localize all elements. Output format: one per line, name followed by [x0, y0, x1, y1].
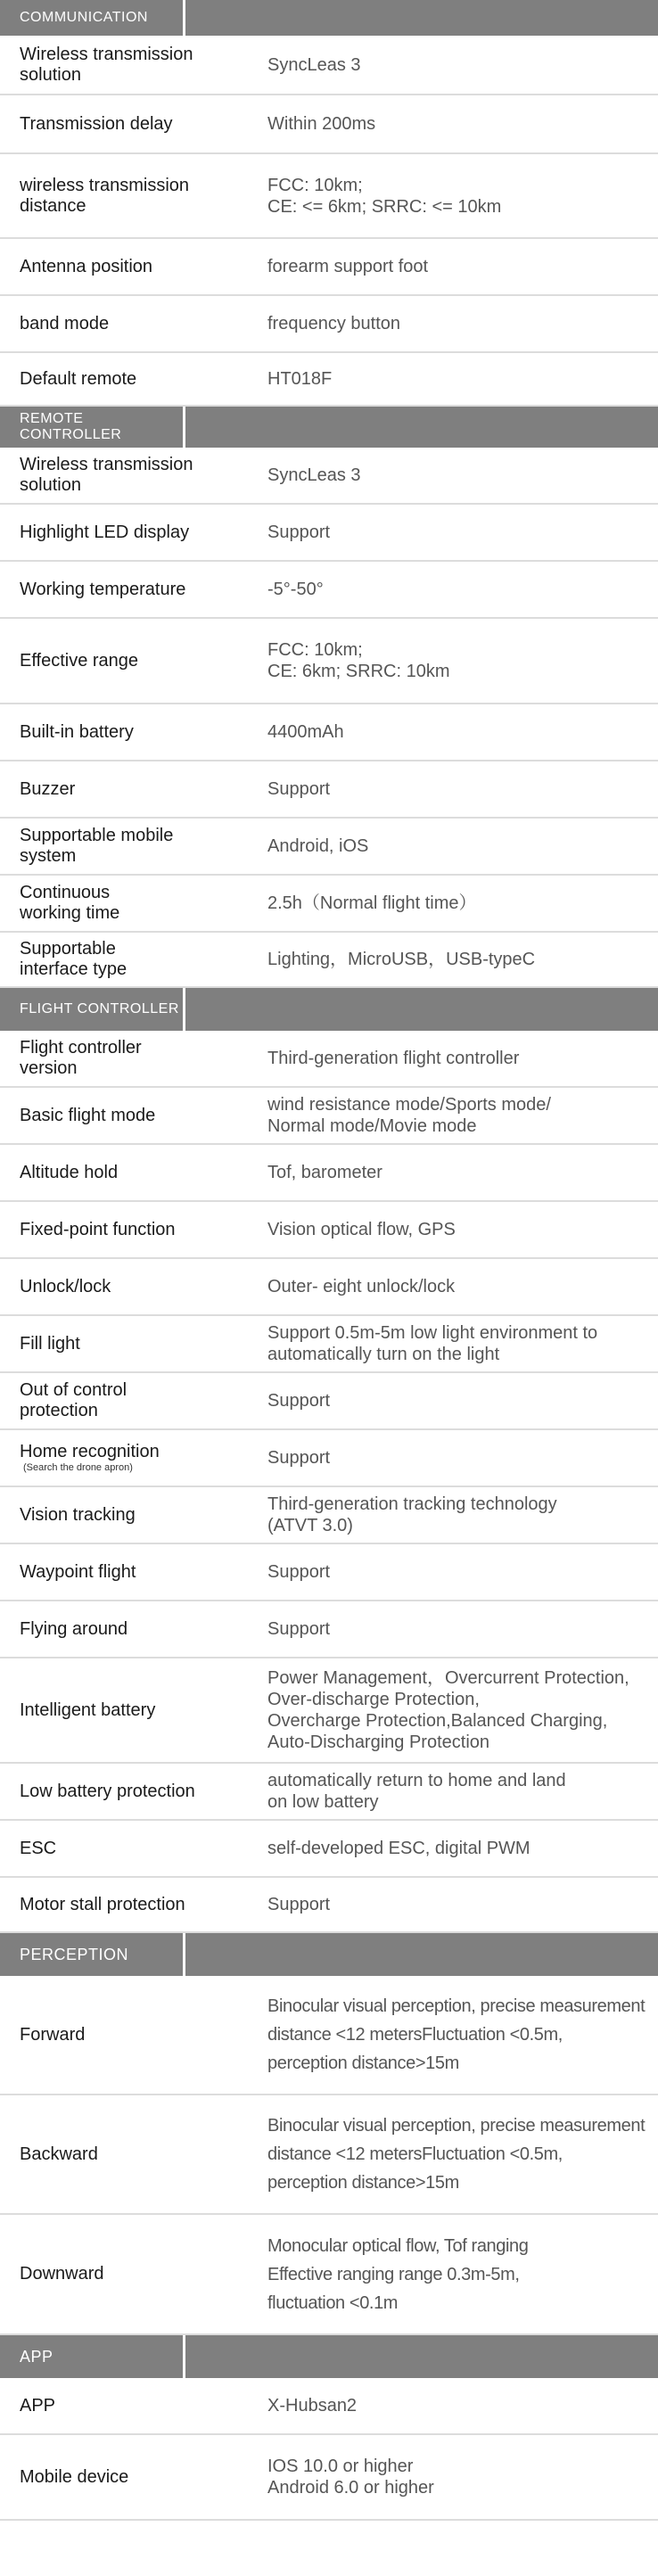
- section-remote-controller: [0, 407, 658, 988]
- spec-row: [0, 353, 658, 407]
- spec-row: [0, 1088, 658, 1145]
- spec-label-note: (Search the drone apron): [23, 1462, 133, 1473]
- spec-row: [0, 619, 658, 704]
- spec-row: [0, 1430, 658, 1487]
- spec-value: Monocular optical flow, Tof ranging Effective ranging range 0.3m-5m, fluctuation <0.1m: [267, 2235, 529, 2313]
- spec-value: SyncLeas 3: [267, 54, 361, 75]
- spec-value: Support: [267, 1562, 331, 1582]
- spec-label: Low battery protection: [20, 1781, 195, 1801]
- spec-label: Built-in battery: [20, 721, 134, 742]
- spec-value: 4400mAh: [267, 722, 344, 742]
- spec-row: [0, 1316, 658, 1373]
- spec-row: [0, 933, 658, 988]
- spec-label: Motor stall protection: [20, 1894, 185, 1914]
- spec-row: [0, 1658, 658, 1764]
- spec-row: [0, 1145, 658, 1202]
- spec-value: FCC: 10km; CE: 6km; SRRC: 10km: [267, 640, 450, 681]
- section-title: APP: [0, 2335, 185, 2378]
- spec-value: Support: [267, 1895, 331, 1914]
- spec-row: [0, 1373, 658, 1430]
- spec-row: [0, 819, 658, 876]
- section-header: [0, 0, 658, 36]
- section-header: [0, 1933, 658, 1976]
- spec-row: [0, 562, 658, 619]
- spec-value: self-developed ESC, digital PWM: [267, 1839, 531, 1858]
- spec-value: Android, iOS: [267, 836, 369, 856]
- spec-label: Flight controller version: [20, 1038, 142, 1078]
- spec-label: Forward: [20, 2024, 86, 2045]
- section-flight-controller: [0, 988, 658, 1933]
- spec-label: Flying around: [20, 1618, 128, 1639]
- spec-value: Support: [267, 1391, 331, 1411]
- spec-value: Third-generation tracking technology (ATVT 3.0): [267, 1494, 557, 1535]
- spec-label: Altitude hold: [20, 1162, 119, 1182]
- spec-row: [0, 2435, 658, 2521]
- spec-value: forearm support foot: [267, 257, 429, 276]
- spec-value: 2.5h（Normal flight time）: [267, 893, 477, 913]
- spec-label: Fill light: [20, 1333, 80, 1354]
- spec-row: [0, 1487, 658, 1544]
- spec-row: [0, 2215, 658, 2335]
- spec-value: Third-generation flight controller: [267, 1049, 520, 1068]
- spec-label: Supportable mobile system: [20, 826, 174, 866]
- spec-value: Vision optical flow, GPS: [267, 1220, 456, 1239]
- spec-row: [0, 876, 658, 933]
- spec-label: Continuous working time: [20, 883, 120, 923]
- spec-label: Downward: [20, 2264, 104, 2284]
- spec-label: Unlock/lock: [20, 1276, 111, 1296]
- spec-value: SyncLeas 3: [267, 465, 361, 485]
- spec-value: HT018F: [267, 369, 333, 389]
- spec-label: Default remote: [20, 368, 137, 389]
- spec-label: wireless transmission distance: [20, 175, 190, 216]
- section-app: [0, 2335, 658, 2521]
- section-title: COMMUNICATION: [0, 0, 185, 36]
- spec-label: Supportable interface type: [20, 939, 127, 979]
- spec-value: Binocular visual perception, precise measurement distance <12 metersFluctuation <0.5m, perception distance>15m: [267, 1996, 646, 2073]
- section-communication: [0, 0, 658, 407]
- spec-row: [0, 1976, 658, 2095]
- spec-value: Within 200ms: [267, 114, 376, 134]
- spec-row: [0, 1878, 658, 1933]
- spec-value: Tof, barometer: [267, 1163, 382, 1182]
- spec-label: Fixed-point function: [20, 1219, 176, 1239]
- spec-label: Transmission delay: [20, 113, 173, 134]
- spec-row: [0, 761, 658, 819]
- spec-label: Wireless transmission solution: [20, 455, 193, 495]
- spec-label: APP: [20, 2395, 56, 2416]
- spec-value: -5°-50°: [267, 580, 324, 599]
- spec-value: Support: [267, 1619, 331, 1639]
- spec-row: [0, 704, 658, 761]
- spec-row: [0, 36, 658, 95]
- spec-label: Basic flight mode: [20, 1105, 156, 1125]
- spec-label: Home recognition (Search the drone apron): [0, 1442, 248, 1474]
- spec-row: [0, 448, 658, 505]
- section-header: [0, 407, 658, 448]
- spec-label: Working temperature: [20, 579, 186, 599]
- spec-row: [0, 1259, 658, 1316]
- spec-row: [0, 1202, 658, 1259]
- spec-row: [0, 1764, 658, 1821]
- spec-row: [0, 154, 658, 239]
- spec-label: Highlight LED display: [20, 522, 190, 542]
- spec-value: Support: [267, 1448, 331, 1468]
- spec-value: Binocular visual perception, precise measurement distance <12 metersFluctuation <0.5m, perception distance>15m: [267, 2116, 646, 2193]
- spec-value: Outer- eight unlock/lock: [267, 1277, 456, 1296]
- spec-label: Buzzer: [20, 778, 76, 799]
- spec-value: automatically return to home and land on low battery: [267, 1771, 566, 1812]
- spec-label: Waypoint flight: [20, 1561, 136, 1582]
- section-perception: [0, 1933, 658, 2335]
- section-header: [0, 988, 658, 1031]
- spec-value: Power Management，Overcurrent Protection, Over-discharge Protection, Overcharge Protection,Balanced Charging, Auto-Discharging Protection: [267, 1668, 629, 1752]
- spec-label: Intelligent battery: [20, 1700, 156, 1720]
- spec-row: [0, 1544, 658, 1601]
- section-title: FLIGHT CONTROLLER: [0, 988, 185, 1031]
- spec-value: X-Hubsan2: [267, 2396, 358, 2416]
- section-title: REMOTE CONTROLLER: [0, 407, 185, 448]
- spec-value: Support: [267, 779, 331, 799]
- spec-label: Out of control protection: [20, 1380, 127, 1420]
- spec-label: Effective range: [20, 650, 139, 671]
- spec-label: Wireless transmission solution: [20, 44, 193, 85]
- spec-row: [0, 1031, 658, 1088]
- spec-value: wind resistance mode/Sports mode/ Normal mode/Movie mode: [267, 1095, 551, 1136]
- spec-row: [0, 2095, 658, 2215]
- spec-value: Support: [267, 523, 331, 542]
- section-title: PERCEPTION: [0, 1933, 185, 1976]
- spec-row: [0, 1821, 658, 1878]
- spec-value: frequency button: [267, 314, 400, 333]
- spec-label: Antenna position: [20, 256, 153, 276]
- spec-value: Support 0.5m-5m low light environment to automatically turn on the light: [267, 1323, 598, 1364]
- spec-row: [0, 1601, 658, 1658]
- spec-label: band mode: [20, 313, 110, 333]
- spec-row: [0, 505, 658, 562]
- spec-value: IOS 10.0 or higher Android 6.0 or higher: [267, 2457, 434, 2498]
- section-header: [0, 2335, 658, 2378]
- spec-row: [0, 2378, 658, 2435]
- spec-label: Backward: [20, 2144, 98, 2164]
- spec-value: Lighting，MicroUSB，USB-typeC: [267, 950, 536, 969]
- spec-row: [0, 239, 658, 296]
- spec-label: Mobile device: [20, 2466, 129, 2487]
- spec-row: [0, 95, 658, 154]
- spec-label: ESC: [20, 1838, 57, 1858]
- spec-row: [0, 296, 658, 353]
- spec-value: FCC: 10km; CE: <= 6km; SRRC: <= 10km: [267, 175, 502, 217]
- spec-label: Vision tracking: [20, 1504, 136, 1525]
